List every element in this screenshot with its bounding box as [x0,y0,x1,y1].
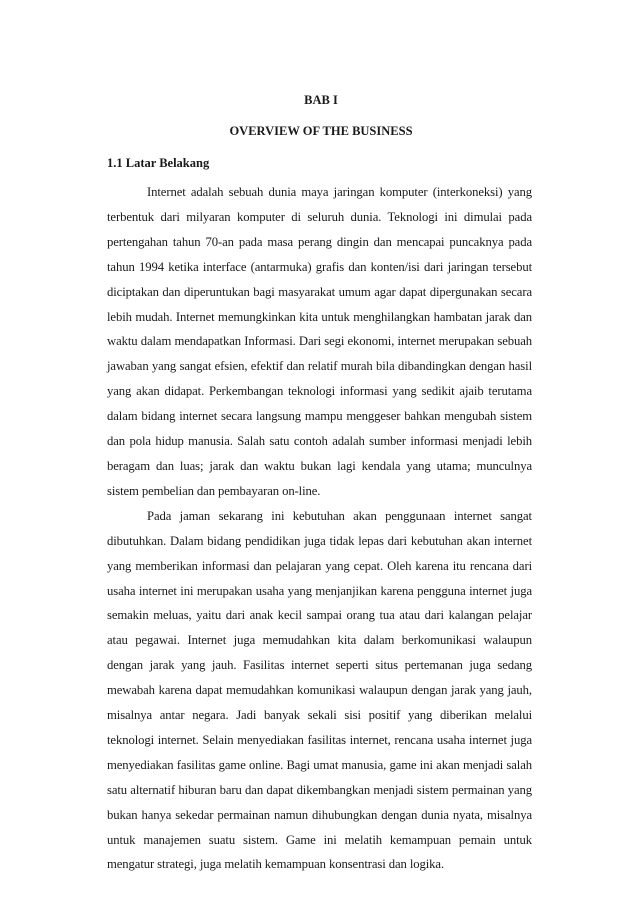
section-heading: 1.1 Latar Belakang [107,156,210,170]
body-text [107,180,532,877]
paragraph-internet-definition: Internet adalah sebuah dunia maya jaringan komputer (interkoneksi) yang terbentuk dari milyaran komputer di seluruh dunia. Teknologi ini dimulai pada pertengahan tahun 70-an pada masa perang dingin dan mencapai puncaknya pada tahun 1994 ketika interface (antarmuka) grafis dan konten/isi dari jaringan tersebut diciptakan dan diperuntukan bagi masyarakat umum agar dapat dipergunakan secara lebih mudah. Internet memungkinkan kita untuk menghilangkan hambatan jarak dan waktu dalam mendapatkan Informasi. Dari segi ekonomi, internet merupakan sebuah jawaban yang sangat efsien, efektif dan relatif murah bila dibandingkan dengan hasil yang akan didapat. Perkembangan teknologi informasi yang sedikit ajaib terutama dalam bidang internet secara langsung mampu menggeser bahkan mengubah sistem dan pola hidup manusia. Salah satu contoh adalah sumber informasi menjadi lebih beragam dan luas; jarak dan waktu bukan lagi kendala yang utama; munculnya sistem pembelian dan pembayaran on-line. [107,185,532,498]
chapter-number: BAB I [304,93,338,107]
chapter-title: OVERVIEW OF THE BUSINESS [229,124,413,138]
paragraph-internet-needs: Pada jaman sekarang ini kebutuhan akan penggunaan internet sangat dibutuhkan. Dalam bidang pendidikan juga tidak lepas dari kebutuhan akan internet yang memberikan informasi dan pelajaran yang cepat. Oleh karena itu rencana dari usaha internet ini merupakan usaha yang menjanjikan karena pengguna internet juga semakin meluas, yaitu dari anak kecil sampai orang tua atau dari kalangan pelajar atau pegawai. Internet juga memudahkan kita dalam berkomunikasi walaupun dengan jarak yang jauh. Fasilitas internet seperti situs pertemanan juga sedang mewabah karena dapat memudahkan komunikasi walaupun dengan jarak yang jauh, misalnya antar negara. Jadi banyak sekali sisi positif yang diberikan melalui teknologi internet. Selain menyediakan fasilitas internet, rencana usaha internet juga menyediakan fasilitas game online. Bagi umat manusia, game ini akan menjadi salah satu alternatif hiburan baru dan dapat dikembangkan menjadi sistem permainan yang bukan hanya sekedar permainan namun dihubungkan dengan dunia nyata, misalnya untuk manajemen suatu sistem. Game ini melatih kemampuan pemain untuk mengatur strategi, juga melatih kemampuan konsentrasi dan logika. [107,508,532,872]
